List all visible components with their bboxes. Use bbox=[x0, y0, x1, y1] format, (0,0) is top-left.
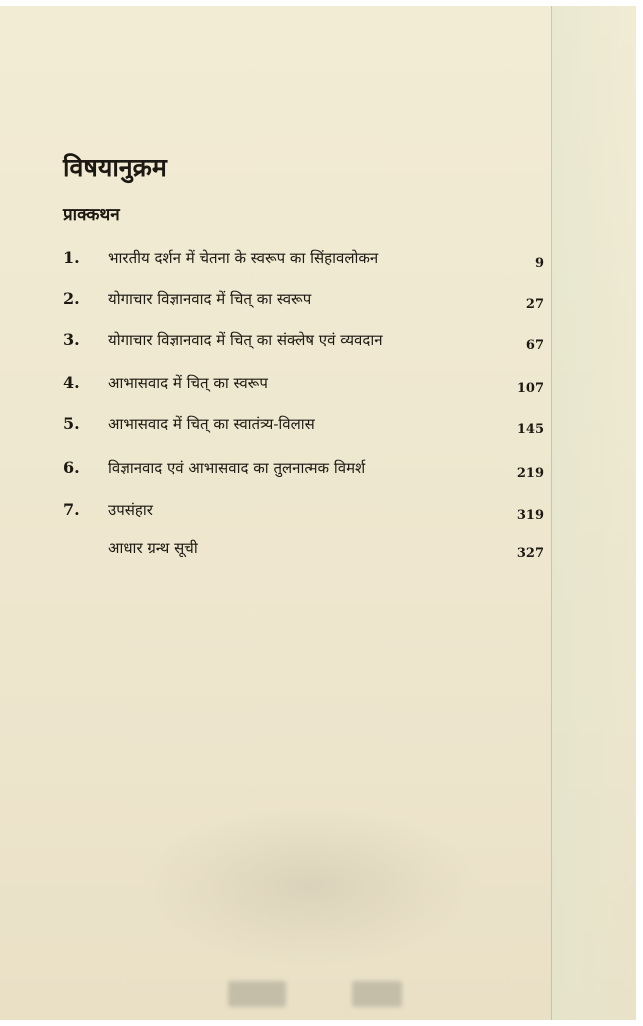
toc-entry-page: 107 bbox=[516, 381, 544, 396]
toc-entry-page: 67 bbox=[525, 338, 544, 353]
toc-entry-number: 6. bbox=[63, 458, 80, 477]
toc-entry-title: आधार ग्रन्थ सूची bbox=[108, 539, 198, 557]
toc-entry-page: 219 bbox=[516, 466, 544, 481]
toc-entry bbox=[0, 289, 560, 323]
toc-entry bbox=[0, 414, 560, 448]
toc-entry bbox=[0, 500, 560, 534]
spine-shade bbox=[552, 6, 636, 1020]
toc-entry bbox=[0, 538, 560, 572]
toc-entry-title: विज्ञानवाद एवं आभासवाद का तुलनात्मक विमर्श bbox=[108, 459, 366, 477]
page-smudge bbox=[140, 806, 480, 966]
toc-entry-number: 5. bbox=[63, 414, 80, 433]
toc-entry-page: 145 bbox=[516, 422, 544, 437]
page-title: विषयानुक्रम bbox=[63, 153, 167, 182]
toc-entry-page: 9 bbox=[534, 256, 544, 271]
toc-entry bbox=[0, 330, 560, 364]
toc-entry-number: 3. bbox=[63, 330, 80, 349]
toc-entry-page: 27 bbox=[525, 297, 544, 312]
toc-entry-number: 7. bbox=[63, 500, 80, 519]
toc-entry bbox=[0, 248, 560, 282]
toc-entry-title: आभासवाद में चित् का स्वातंत्र्य-विलास bbox=[108, 415, 315, 433]
book-page bbox=[0, 6, 636, 1020]
toc-entry-title: उपसंहार bbox=[108, 501, 153, 519]
toc-entry-number: 4. bbox=[63, 373, 80, 392]
toc-entry-title: योगाचार विज्ञानवाद में चित् का संक्लेष एवं व्यवदान bbox=[108, 331, 383, 349]
toc-entry-title: भारतीय दर्शन में चेतना के स्वरूप का सिंहावलोकन bbox=[108, 249, 379, 267]
scan-blot bbox=[228, 981, 286, 1007]
toc-entry-number: 1. bbox=[63, 248, 80, 267]
toc-entry bbox=[0, 373, 560, 407]
toc-entry-title: आभासवाद में चित् का स्वरूप bbox=[108, 374, 268, 392]
scan-blot bbox=[352, 981, 402, 1007]
toc-entry-page: 319 bbox=[516, 508, 544, 523]
toc-entry bbox=[0, 458, 560, 492]
toc-entry-page: 327 bbox=[516, 546, 544, 561]
toc-preface: प्राक्कथन bbox=[63, 205, 120, 225]
toc-entry-title: योगाचार विज्ञानवाद में चित् का स्वरूप bbox=[108, 290, 312, 308]
toc-entry-number: 2. bbox=[63, 289, 80, 308]
